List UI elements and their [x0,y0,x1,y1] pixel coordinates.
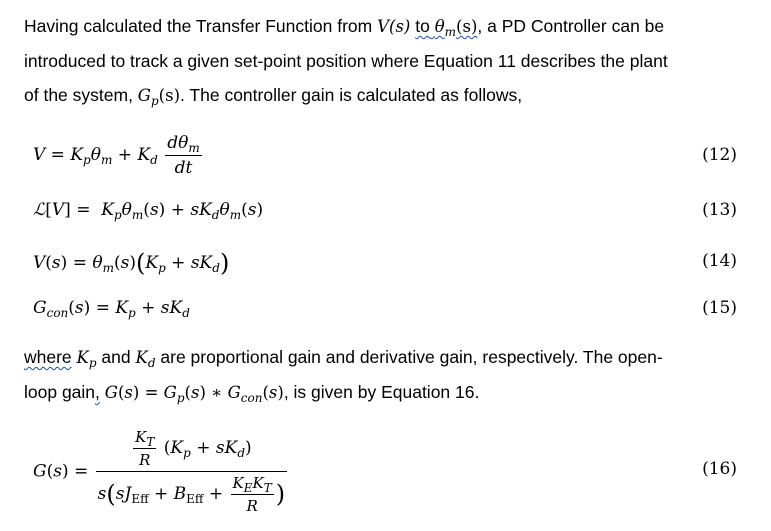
equation-13: ℒ[V] = $K_p\theta_m(s) + sK_d\theta_m(s)$ [33,200,264,222]
G-argument: (s) [158,86,181,105]
equation-14: $V(s) = \theta_m(s)(K_p + sK_d)$ [33,249,230,277]
intro-line-3: of the system, [24,85,138,105]
gain-text: are proportional gain and derivative gain, respectively. The open- [155,347,663,367]
intro-text-end: , a PD Controller can be [477,16,665,36]
theta-argument: (s) [456,17,478,36]
equation-12: $V = K_p\theta_m + K_d$ $\frac{d\theta_m}{dt}$ [33,133,200,178]
loop-gain-end: , is given by Equation 16. [283,382,480,402]
math-Kd: $K_d$ [135,348,156,370]
G-symbol: G [137,86,151,105]
intro-text: Having calculated the Transfer Function from [24,16,378,36]
fraction-dtheta-dt: $\frac{d\theta_m}{dt}$ [167,133,200,178]
word-to: to [415,16,430,36]
gain-paragraph [24,340,754,410]
math-V-s: V(s) [377,17,411,36]
intro-paragraph [24,9,754,113]
math-Kp: $K_p$ [76,348,97,370]
math-Gp-s [137,86,181,108]
gain-text-and: and [96,347,136,367]
equation-15: $G_{con}(s) = K_p + sK_d$ [33,298,190,320]
equation-16: G(s) = $\frac{K_T}{R}$ $(K_p + sK_d)$ $s(sJ_{Eff} + B_{Eff}$ + $\frac{K_EK_T}{R}$ ) [33,428,286,515]
spellcheck-where: where [24,347,72,367]
equation-number-14: (14) [702,251,737,271]
equation-number-16: (16) [702,459,737,479]
theta-symbol: θ [434,17,445,36]
math-loop-gain: $G(s) = G_p(s)$ ∗ $G_{con}(s)$ [104,383,284,405]
equation-number-13: (13) [702,200,737,220]
spellcheck-to [415,16,478,39]
math-theta-m-s [434,17,478,39]
equation-number-12: (12) [702,145,737,165]
intro-line-3-end: . The controller gain is calculated as follows, [180,85,523,105]
fraction-open-loop: $\frac{K_T}{R}$ $(K_p + sK_d)$ $s(sJ_{Eff} + B_{Eff}$ + $\frac{K_EK_T}{R}$ ) [97,428,286,515]
spellcheck-comma: , [95,382,100,402]
equation-number-15: (15) [702,298,737,318]
intro-line-2: introduced to track a given set-point position where Equation 11 describes the plant [24,51,668,71]
fraction-KE-KT-R: $\frac{K_EK_T}{R}$ [232,474,272,515]
fraction-KT-R: $\frac{K_T}{R}$ [135,428,155,469]
theta-subscript: m [444,25,457,39]
loop-gain-text: loop gain [24,382,96,402]
G-subscript: p [150,94,159,108]
